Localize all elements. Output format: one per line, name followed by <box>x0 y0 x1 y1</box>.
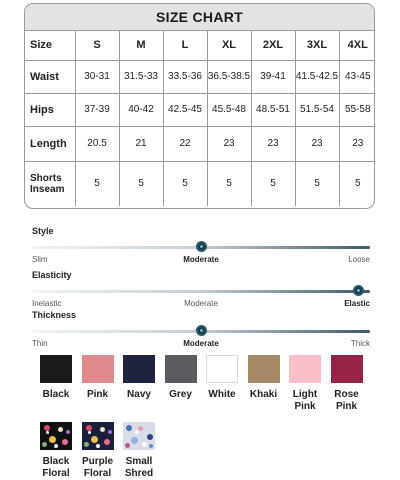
table-cell: 41.5-42.5 <box>295 60 339 93</box>
color-label-line: Pink <box>294 401 316 412</box>
size-header-cell: 2XL <box>251 31 295 60</box>
table-cell: 55-58 <box>339 93 375 126</box>
color-label-line: Light <box>292 389 318 400</box>
size-header-row <box>25 31 375 60</box>
style-mid-label: Moderate <box>183 255 219 264</box>
table-cell: 23 <box>339 126 375 161</box>
size-header-cell: M <box>119 31 163 60</box>
color-option <box>327 355 367 413</box>
row-label: Length <box>25 126 75 161</box>
color-label-line: Navy <box>127 389 151 400</box>
table-cell: 36.5-38.5 <box>207 60 251 93</box>
color-option <box>202 355 242 401</box>
color-option <box>78 355 118 401</box>
thickness-labels <box>32 339 370 349</box>
color-label-line: Pink <box>86 389 109 400</box>
color-label <box>285 389 325 413</box>
color-label <box>36 456 76 480</box>
size-header-label: Size <box>25 31 75 60</box>
color-option <box>244 355 284 401</box>
size-chart-title: SIZE CHART <box>25 4 374 31</box>
table-cell: 31.5-33 <box>119 60 163 93</box>
table-row <box>25 93 375 126</box>
size-header-cell: S <box>75 31 119 60</box>
elasticity-thumb <box>353 285 364 296</box>
color-option <box>36 422 76 480</box>
color-label-line: Shred <box>124 468 154 479</box>
color-label-line: Floral <box>83 468 112 479</box>
color-label-line: Floral <box>42 468 70 479</box>
navy-swatch <box>123 355 155 383</box>
thickness-track <box>32 330 370 333</box>
size-table <box>25 31 375 206</box>
table-row <box>25 161 375 206</box>
color-label-line: Rose <box>334 389 359 400</box>
color-option <box>285 355 325 413</box>
khaki-swatch <box>248 355 280 383</box>
table-cell: 45.5-48 <box>207 93 251 126</box>
thickness-left-label: Thin <box>32 339 48 348</box>
elasticity-track <box>32 290 370 293</box>
size-header-cell: 3XL <box>295 31 339 60</box>
table-row <box>25 126 375 161</box>
color-label-line: White <box>208 389 236 400</box>
color-label <box>78 389 118 401</box>
style-slider <box>32 226 370 265</box>
row-label <box>25 161 75 206</box>
color-label-line: Small <box>125 456 153 467</box>
color-option <box>119 355 159 401</box>
table-cell: 30-31 <box>75 60 119 93</box>
purple-floral-swatch <box>82 422 114 450</box>
table-cell: 20.5 <box>75 126 119 161</box>
elasticity-left-label: Inelastic <box>32 299 62 308</box>
color-label-line: Grey <box>169 389 192 400</box>
size-chart <box>24 3 375 209</box>
table-cell: 5 <box>119 161 163 206</box>
color-label-line: Black <box>42 456 70 467</box>
color-label <box>36 389 76 401</box>
thickness-title: Thickness <box>32 310 77 320</box>
rose-pink-swatch <box>331 355 363 383</box>
style-right-label: Loose <box>348 255 370 264</box>
color-label-line: Purple <box>81 456 114 467</box>
color-label <box>327 389 367 413</box>
elasticity-right-label: Elastic <box>344 299 370 308</box>
table-cell: 43-45 <box>339 60 375 93</box>
color-option <box>78 422 118 480</box>
pink-swatch <box>82 355 114 383</box>
table-cell: 23 <box>251 126 295 161</box>
color-label <box>119 389 159 401</box>
table-cell: 5 <box>163 161 207 206</box>
table-cell: 21 <box>119 126 163 161</box>
color-option <box>161 355 201 401</box>
light-pink-swatch <box>289 355 321 383</box>
black-swatch <box>40 355 72 383</box>
color-label <box>119 456 159 480</box>
table-cell: 42.5-45 <box>163 93 207 126</box>
size-header-cell: 4XL <box>339 31 375 60</box>
table-cell: 48.5-51 <box>251 93 295 126</box>
style-track <box>32 246 370 249</box>
color-label-line: Pink <box>335 401 358 412</box>
table-cell: 5 <box>354 178 361 190</box>
grey-swatch <box>165 355 197 383</box>
table-cell: 40-42 <box>119 93 163 126</box>
style-thumb <box>196 241 207 252</box>
table-cell: 5 <box>207 161 251 206</box>
table-cell: 5 <box>75 161 119 206</box>
table-cell: 39-41 <box>251 60 295 93</box>
color-label <box>78 456 118 480</box>
row-label-line: Inseam <box>30 183 65 195</box>
table-cell: 37-39 <box>75 93 119 126</box>
color-label <box>161 389 201 401</box>
row-label-line: Shorts <box>30 172 62 184</box>
table-cell: 23 <box>207 126 251 161</box>
color-option <box>119 422 159 480</box>
style-labels <box>32 255 370 265</box>
table-cell: 22 <box>163 126 207 161</box>
table-cell: 33.5-36 <box>163 60 207 93</box>
table-cell: 23 <box>295 126 339 161</box>
elasticity-mid-label: Moderate <box>184 299 218 308</box>
black-floral-swatch <box>40 422 72 450</box>
color-label <box>244 389 284 401</box>
elasticity-labels <box>32 299 370 309</box>
style-title: Style <box>32 226 54 236</box>
color-label <box>202 389 242 401</box>
thickness-thumb <box>196 325 207 336</box>
size-header-cell: L <box>163 31 207 60</box>
table-row <box>25 60 375 93</box>
table-cell: 5 <box>251 161 295 206</box>
table-cell: 5 <box>295 161 339 206</box>
color-label-line: Khaki <box>249 389 278 400</box>
thickness-slider <box>32 310 370 349</box>
elasticity-slider <box>32 270 370 309</box>
style-left-label: Slim <box>32 255 48 264</box>
row-label: Waist <box>25 60 75 93</box>
thickness-right-label: Thick <box>350 339 370 348</box>
white-swatch <box>206 355 238 383</box>
color-option <box>36 355 76 401</box>
color-label-line: Black <box>42 389 70 400</box>
small-shred-swatch <box>123 422 155 450</box>
thickness-mid-label: Moderate <box>183 339 219 348</box>
table-cell: 51.5-54 <box>295 93 339 126</box>
row-label: Hips <box>25 93 75 126</box>
elasticity-title: Elasticity <box>32 270 72 280</box>
size-header-cell: XL <box>207 31 251 60</box>
